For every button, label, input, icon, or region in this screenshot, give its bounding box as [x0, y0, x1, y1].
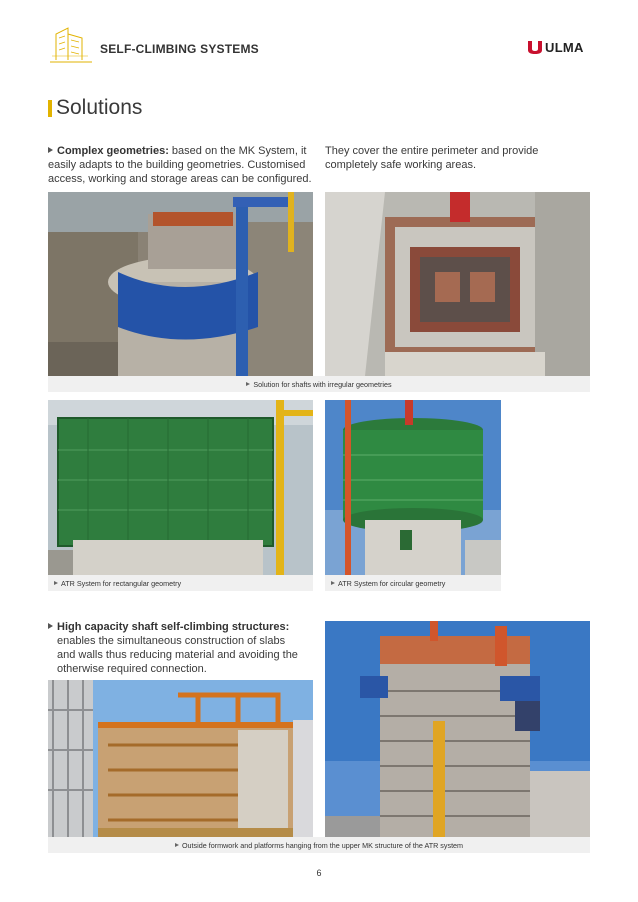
caption-circular-text: ATR System for circular geometry [338, 578, 446, 588]
section-accent-bar [48, 100, 52, 117]
caption-rectangular [48, 575, 313, 591]
photo-rectangular-atr [48, 400, 313, 575]
caption-bullet-icon [331, 581, 335, 585]
brand-logo [528, 40, 584, 55]
intro-paragraph [48, 144, 313, 186]
caption-bullet-icon [246, 382, 250, 386]
section-title: Solutions [56, 96, 143, 119]
caption-bullet-icon [54, 581, 58, 585]
caption-bullet-icon [175, 843, 179, 847]
intro-text: based on the MK System, it easily adapts to the building geometries. Customised access, working and storage areas can be configured. [48, 145, 312, 185]
high-capacity-line2: and walls thus reducing material and avoiding the [57, 649, 298, 661]
header-title: SELF-CLIMBING SYSTEMS [100, 42, 259, 56]
photo-circular-tower [48, 192, 313, 376]
caption-outside-text: Outside formwork and platforms hanging from the upper MK structure of the ATR system [181, 840, 464, 850]
photo-circular-atr [325, 400, 501, 575]
intro-right-paragraph: They cover the entire perimeter and provide completely safe working areas. [325, 145, 539, 171]
high-capacity-line1: enables the simultaneous construction of slabs [57, 635, 286, 647]
photo-mk-structure [325, 621, 590, 837]
building-outline-icon [48, 24, 94, 64]
high-capacity-paragraph [48, 620, 313, 676]
ulma-mark-icon [528, 41, 542, 54]
bullet-icon [48, 623, 53, 629]
caption-shafts-text: Solution for shafts with irregular geometries [253, 379, 392, 389]
caption-shafts [48, 376, 590, 392]
photo-irregular-shaft [325, 192, 590, 376]
caption-circular [325, 575, 501, 591]
caption-outside [48, 837, 590, 853]
brand-name: ULMA [545, 40, 584, 55]
high-capacity-bold: High capacity shaft self-climbing structures: [57, 621, 290, 633]
caption-rectangular-text: ATR System for rectangular geometry [61, 578, 182, 588]
high-capacity-line3: otherwise required connection. [57, 663, 207, 675]
photo-outside-formwork [48, 680, 313, 837]
page-number: 6 [316, 868, 322, 878]
bullet-icon [48, 147, 53, 153]
intro-bold: Complex geometries: [57, 145, 169, 157]
